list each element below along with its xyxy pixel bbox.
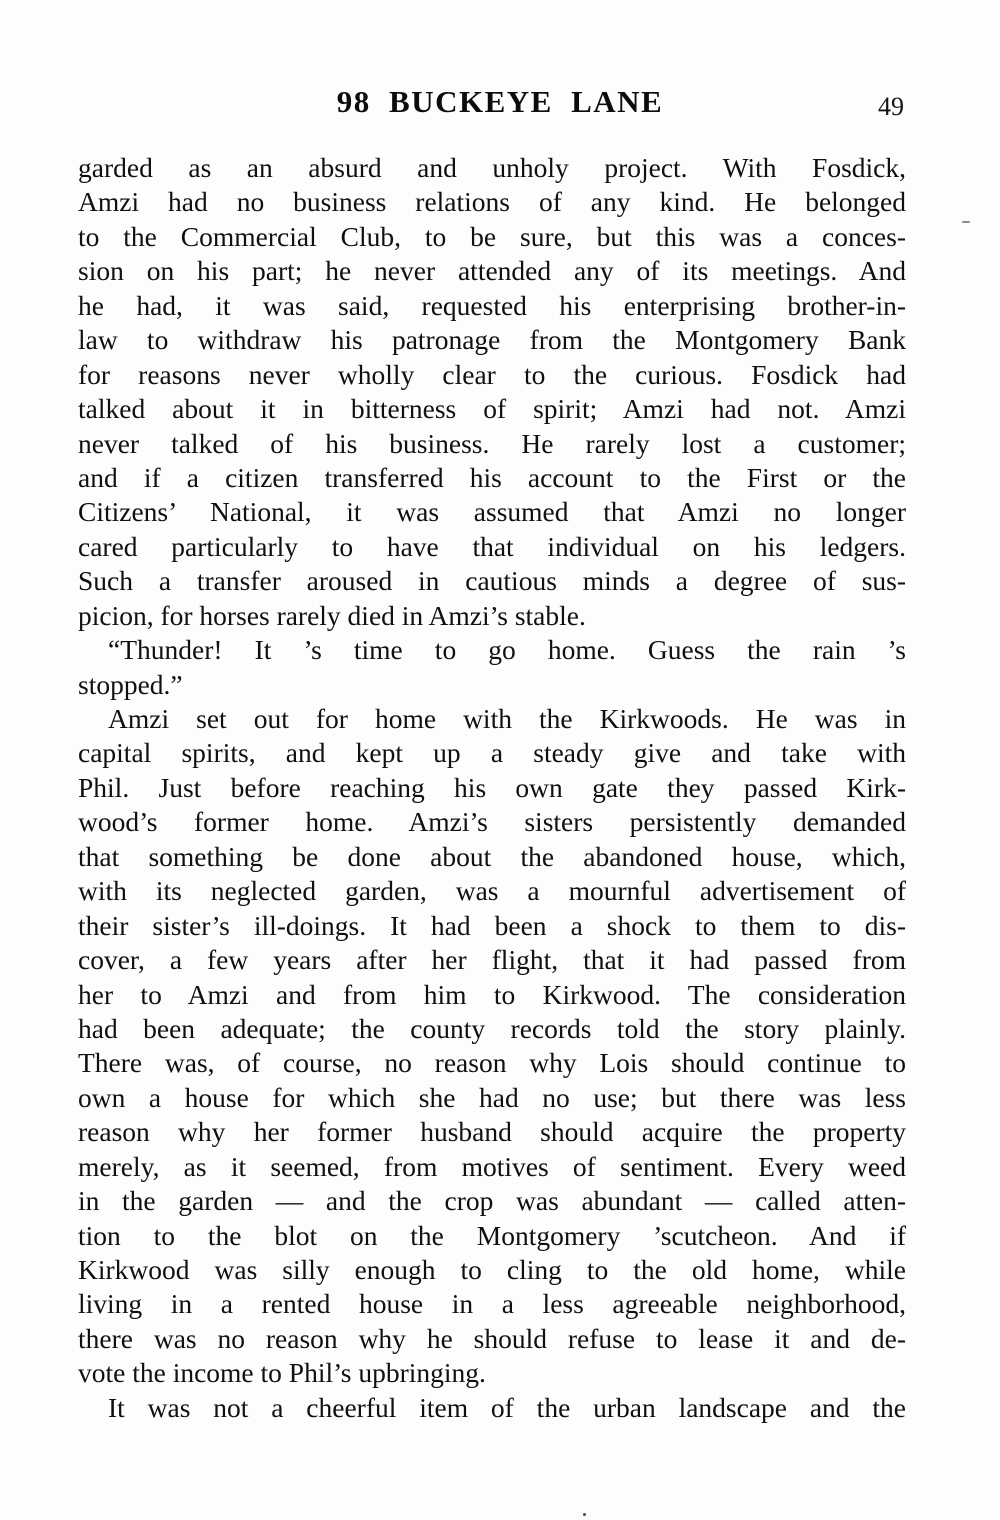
text-line: to the Commercial Club, to be sure, but this was a conces- <box>78 220 906 252</box>
text-line: Citizens’ National, it was assumed that Amzi no longer <box>78 496 906 528</box>
scan-artifact <box>583 1513 586 1516</box>
running-header <box>0 84 1000 120</box>
text-line: Phil. Just before reaching his own gate they passed Kirk- <box>78 771 906 803</box>
text-line: in the garden — and the crop was abundant — called atten- <box>78 1185 906 1217</box>
text-line: It was not a cheerful item of the urban landscape and the <box>108 1391 906 1423</box>
text-line: vote the income to Phil’s upbringing. <box>78 1357 486 1389</box>
text-line: Amzi had no business relations of any kind. He belonged <box>78 186 906 218</box>
text-line: law to withdraw his patronage from the Montgomery Bank <box>78 324 906 356</box>
text-line: Kirkwood was silly enough to cling to the old home, while <box>78 1254 906 1285</box>
text-line: her to Amzi and from him to Kirkwood. The consideration <box>78 978 906 1010</box>
text-line: and if a citizen transferred his account to the First or the <box>78 461 906 493</box>
text-line: stopped.” <box>78 668 183 700</box>
text-line: reason why her former husband should acquire the property <box>78 1116 906 1148</box>
text-line: for reasons never wholly clear to the curious. Fosdick had <box>78 358 906 390</box>
text-line: Amzi set out for home with the Kirkwoods. He was in <box>108 703 906 734</box>
text-line: had been adequate; the county records told the story plainly. <box>78 1012 906 1044</box>
text-line: that something be done about the abandoned house, which, <box>78 840 906 872</box>
page-body <box>78 151 906 1425</box>
text-line: he had, it was said, requested his enterprising brother-in- <box>78 289 906 321</box>
text-line: own a house for which she had no use; but there was less <box>78 1081 906 1113</box>
text-line: never talked of his business. He rarely lost a customer; <box>78 427 906 459</box>
text-line: Such a transfer aroused in cautious minds a degree of sus- <box>78 565 906 597</box>
text-line: there was no reason why he should refuse to lease it and de- <box>78 1322 906 1354</box>
running-title: 98 BUCKEYE LANE <box>336 84 664 119</box>
text-line: wood’s former home. Amzi’s sisters persistently demanded <box>78 806 906 838</box>
text-line: cared particularly to have that individual on his ledgers. <box>78 530 906 562</box>
text-line: “Thunder! It ’s time to go home. Guess the rain ’s <box>108 634 906 666</box>
text-line: sion on his part; he never attended any of its meetings. And <box>78 255 906 287</box>
text-line: merely, as it seemed, from motives of sentiment. Every weed <box>78 1150 906 1182</box>
page-number: 49 <box>878 92 904 121</box>
text-line: talked about it in bitterness of spirit; Amzi had not. Amzi <box>78 393 906 425</box>
scan-artifact <box>962 221 970 223</box>
text-line: cover, a few years after her flight, that it had passed from <box>78 944 906 976</box>
text-line: their sister’s ill-doings. It had been a shock to them to dis- <box>78 909 906 941</box>
text-line: capital spirits, and kept up a steady give and take with <box>78 737 906 769</box>
text-line: living in a rented house in a less agreeable neighborhood, <box>78 1288 906 1320</box>
text-line: There was, of course, no reason why Lois should continue to <box>78 1047 906 1079</box>
text-line: tion to the blot on the Montgomery ’scutcheon. And if <box>78 1219 906 1251</box>
text-line: picion, for horses rarely died in Amzi’s stable. <box>78 599 586 631</box>
text-line: garded as an absurd and unholy project. With Fosdick, <box>78 152 906 183</box>
text-line: with its neglected garden, was a mournful advertisement of <box>78 875 906 907</box>
